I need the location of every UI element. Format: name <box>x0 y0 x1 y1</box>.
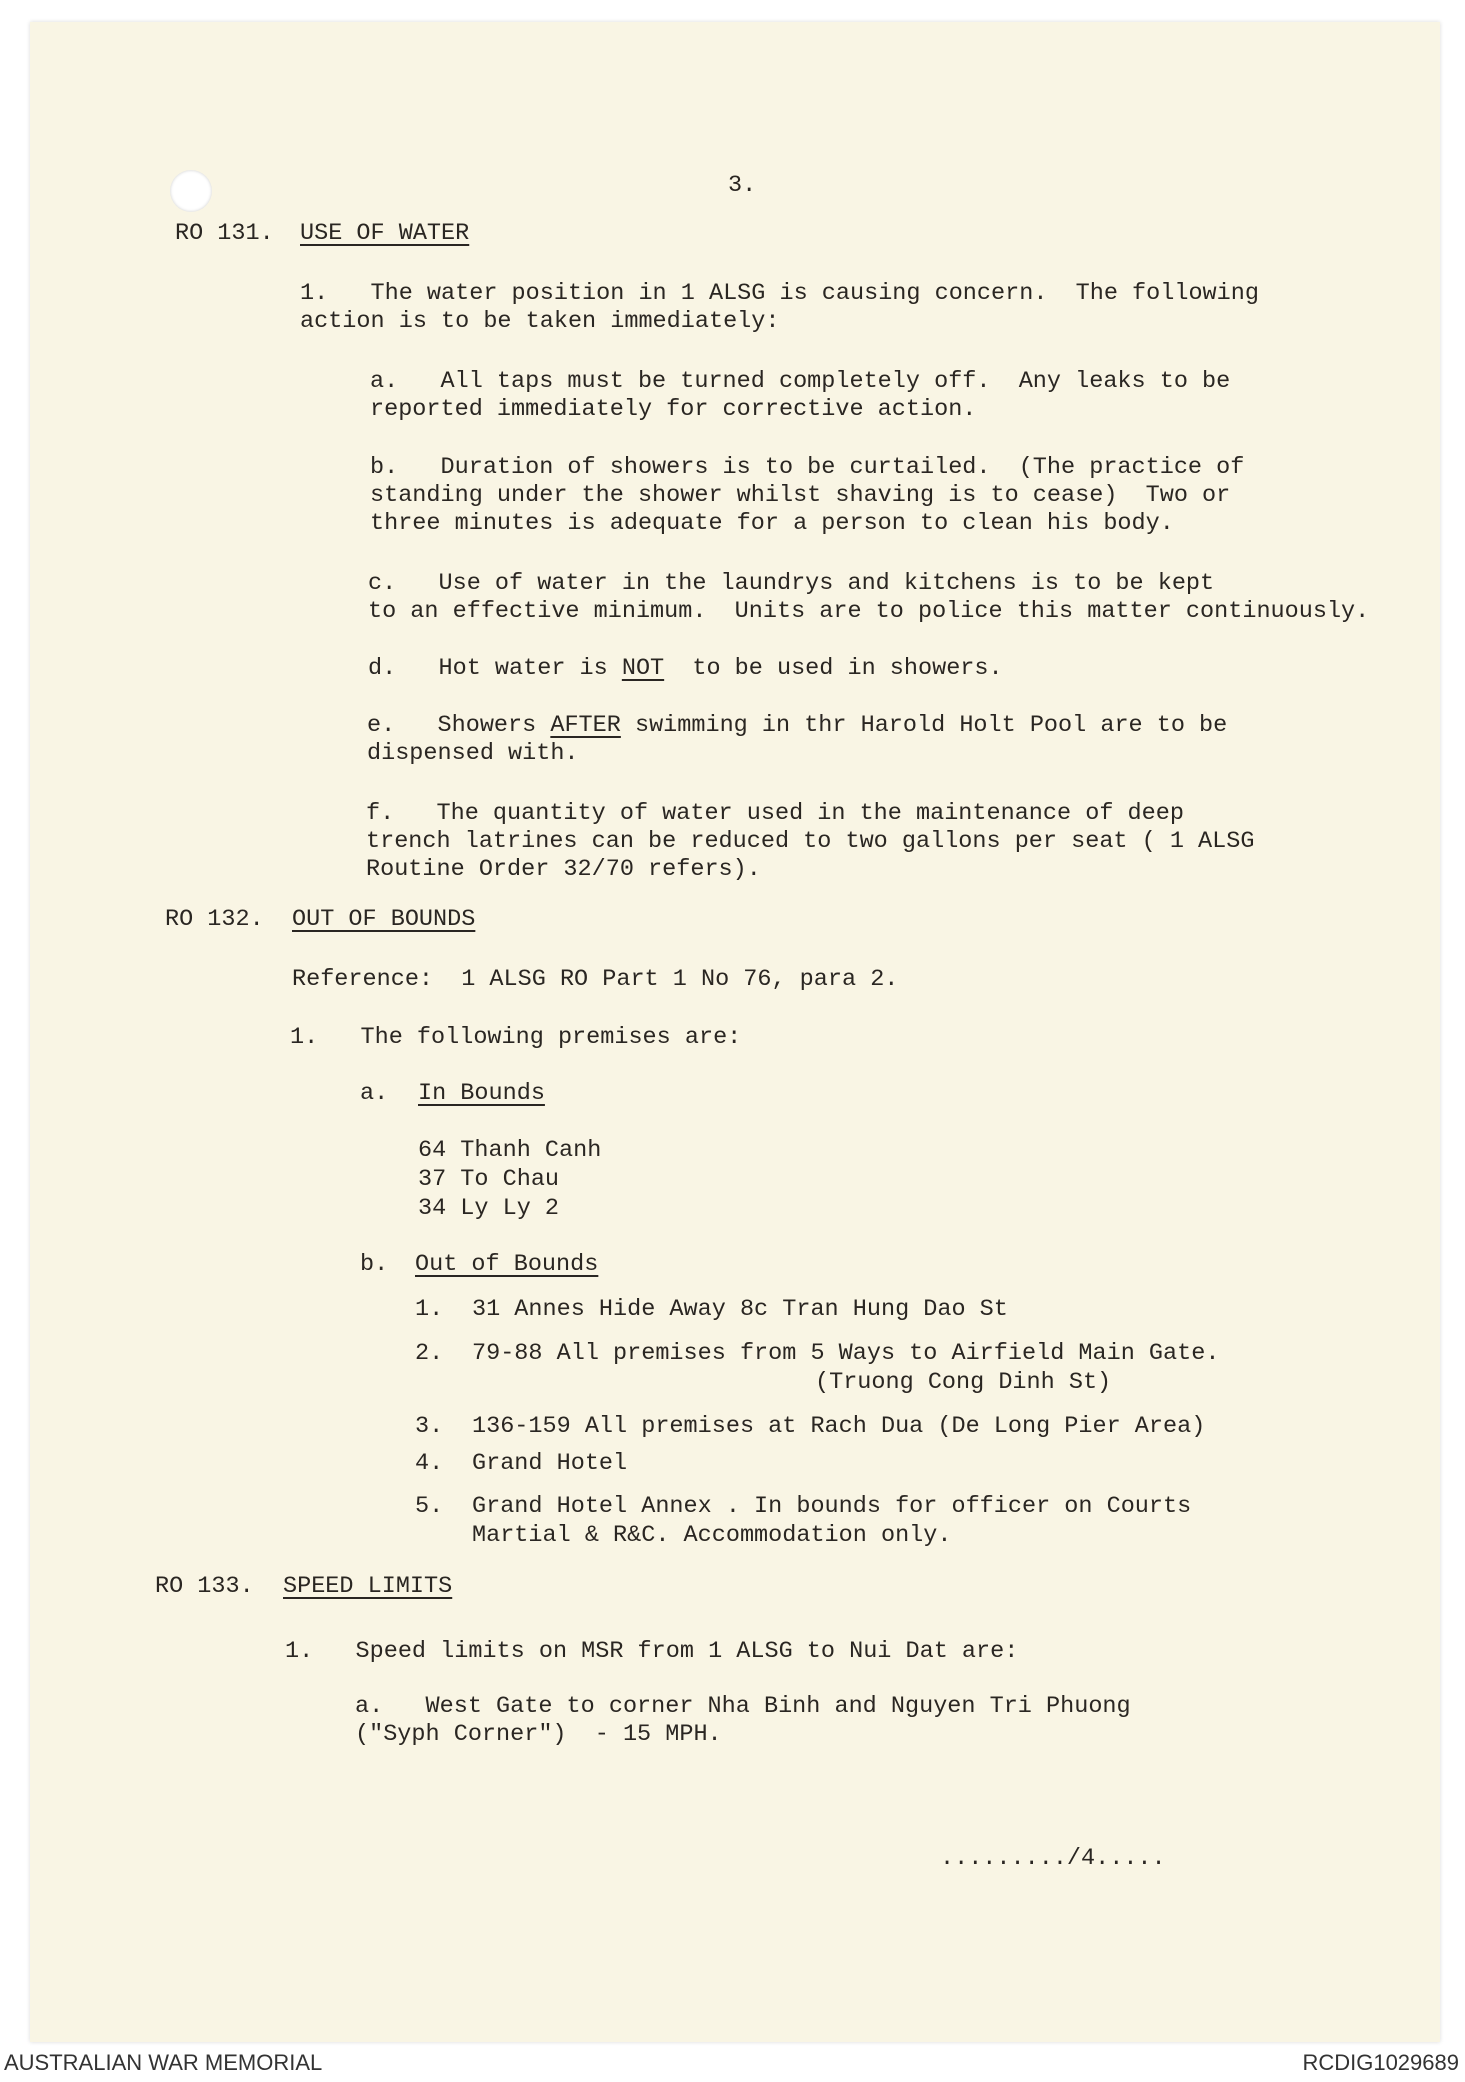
ro132-b-label: b. <box>360 1251 389 1278</box>
ro131-heading: USE OF WATER <box>300 220 470 247</box>
oob-text: 79-88 All premises from 5 Ways to Airfield Main Gate. <box>472 1340 1220 1367</box>
ro132-b-heading: Out of Bounds <box>415 1251 599 1278</box>
ro131-d: d. Hot water is NOT to be used in showers. <box>368 655 1003 682</box>
oob-text: 136-159 All premises at Rach Dua (De Long Pier Area) <box>472 1413 1206 1440</box>
ro131-a-line2: reported immediately for corrective action. <box>370 396 977 423</box>
in-bounds-item: 34 Ly Ly 2 <box>418 1195 560 1222</box>
ro131-label: RO 131. <box>175 220 274 247</box>
ro131-a-line1: a. All taps must be turned completely off. Any leaks to be <box>370 368 1231 395</box>
ro131-f-line1: f. The quantity of water used in the maintenance of deep <box>366 800 1184 827</box>
oob-text: Grand Hotel <box>472 1450 628 1477</box>
ro131-b-line3: three minutes is adequate for a person to clean his body. <box>370 510 1174 537</box>
ro131-e-line2: dispensed with. <box>367 740 579 767</box>
ro131-c-line1: c. Use of water in the laundrys and kitchens is to be kept <box>368 570 1215 597</box>
ro131-p1-line2: action is to be taken immediately: <box>300 308 780 335</box>
ro133-a-line2: ("Syph Corner") - 15 MPH. <box>355 1721 722 1748</box>
oob-cont: (Truong Cong Dinh St) <box>815 1369 1112 1396</box>
ro131-c-line2: to an effective minimum. Units are to police this matter continuously. <box>368 598 1370 625</box>
ro133-label: RO 133. <box>155 1573 254 1600</box>
continuation-marker: ........./4..... <box>940 1845 1166 1872</box>
footer-source: AUSTRALIAN WAR MEMORIAL <box>4 2050 323 2075</box>
oob-num: 1. <box>415 1296 444 1323</box>
page-number: 3. <box>728 172 757 199</box>
in-bounds-item: 37 To Chau <box>418 1166 560 1193</box>
ro131-f-line2: trench latrines can be reduced to two gallons per seat ( 1 ALSG <box>366 828 1255 855</box>
oob-text: 31 Annes Hide Away 8c Tran Hung Dao St <box>472 1296 1008 1323</box>
oob-text: Grand Hotel Annex . In bounds for officer on Courts <box>472 1493 1192 1520</box>
footer-id: RCDIG1029689 <box>1302 2050 1459 2075</box>
ro132-a-label: a. <box>360 1080 389 1107</box>
ro132-p1: 1. The following premises are: <box>290 1024 742 1051</box>
ro132-label: RO 132. <box>165 906 264 933</box>
ro132-a-heading: In Bounds <box>418 1080 545 1107</box>
punch-hole <box>170 170 212 212</box>
ro133-p1: 1. Speed limits on MSR from 1 ALSG to Nui Dat are: <box>285 1638 1019 1665</box>
oob-num: 5. <box>415 1493 444 1520</box>
oob-num: 4. <box>415 1450 444 1477</box>
ro131-p1-line1: 1. The water position in 1 ALSG is causing concern. The following <box>300 280 1259 307</box>
ro131-f-line3: Routine Order 32/70 refers). <box>366 856 761 883</box>
ro132-heading: OUT OF BOUNDS <box>292 906 476 933</box>
oob-cont: Martial & R&C. Accommodation only. <box>472 1522 952 1549</box>
ro133-heading: SPEED LIMITS <box>283 1573 453 1600</box>
ro131-e-line1: e. Showers AFTER swimming in thr Harold Holt Pool are to be <box>367 712 1228 739</box>
in-bounds-item: 64 Thanh Canh <box>418 1137 602 1164</box>
ro133-a-line1: a. West Gate to corner Nha Binh and Nguyen Tri Phuong <box>355 1693 1131 1720</box>
oob-num: 2. <box>415 1340 444 1367</box>
oob-num: 3. <box>415 1413 444 1440</box>
ro131-b-line1: b. Duration of showers is to be curtailed. (The practice of <box>370 454 1245 481</box>
ro131-b-line2: standing under the shower whilst shaving is to cease) Two or <box>370 482 1231 509</box>
ro132-reference: Reference: 1 ALSG RO Part 1 No 76, para 2. <box>292 966 899 993</box>
